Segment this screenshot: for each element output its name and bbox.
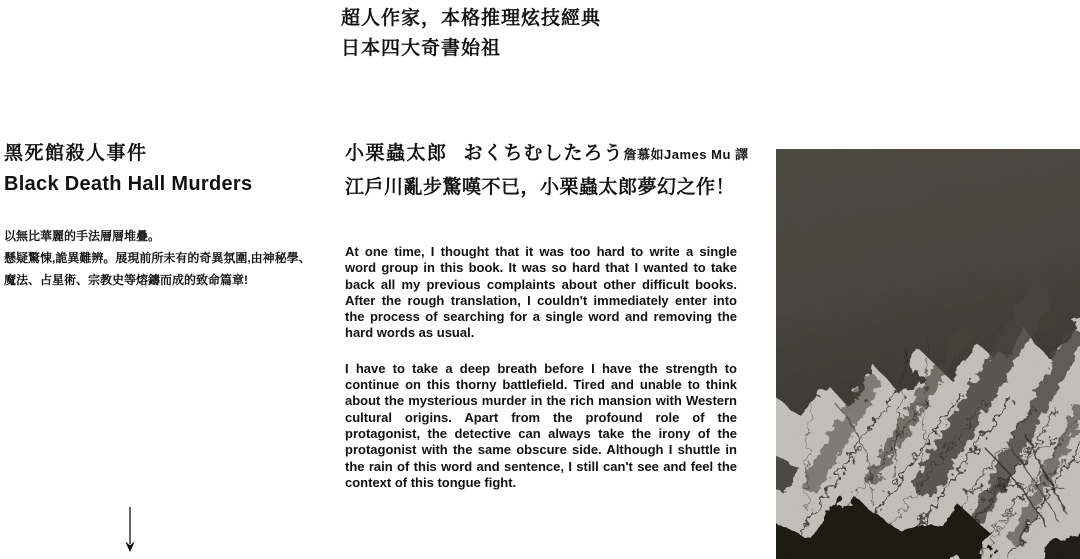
review-paragraph-1: At one time, I thought that it was too hard to write a single word group in this book. It was so hard that I wanted to take back all my previous complaints about other difficult books. After the rough translation, I couldn't immediately enter into the process of searching for a single word and removing the hard words as usual. (345, 244, 737, 341)
translator-credit: 詹慕如James Mu 譯 (623, 147, 749, 162)
author-row (345, 142, 749, 167)
down-arrow-icon (123, 506, 137, 552)
tagline-line-2: 日本四大奇書始祖 (341, 38, 502, 59)
book-description-line: 以無比華麗的手法層層堆疊。 (4, 229, 161, 243)
author-review-block (345, 142, 749, 491)
author-tagline: 江戶川亂步驚嘆不已，小栗蟲太郎夢幻之作！ (345, 177, 736, 198)
book-title-zh: 黑死館殺人事件 (4, 143, 148, 164)
author-name-kana: おくちむしたろう (463, 143, 624, 164)
abstract-ink-artwork-image (776, 149, 1080, 559)
book-title-block (4, 142, 336, 291)
top-tagline (341, 4, 601, 64)
book-description-line: 魔法、占星術、宗教史等熔鑄而成的致命篇章! (4, 273, 248, 287)
author-name-zh: 小栗蟲太郎 (345, 143, 448, 164)
book-description (4, 225, 336, 291)
book-description-line: 懸疑驚悚,詭異難辨。展現前所未有的奇異氛圍,由神秘學、 (4, 251, 311, 265)
book-title-en: Black Death Hall Murders (4, 173, 253, 195)
tagline-line-1: 超人作家，本格推理炫技經典 (341, 8, 602, 29)
review-paragraph-2: I have to take a deep breath before I have the strength to continue on this thorny battlefield. Tired and unable to think about the mysterious murder in the rich mansion with Western cultural origins. Apart from the profound role of the protagonist, the detective can always take the irony of the protagonist with the same obscure side. Although I shuttle in the rain of this word and sentence, I still can't see and feel the context of this tongue fight. (345, 360, 737, 490)
